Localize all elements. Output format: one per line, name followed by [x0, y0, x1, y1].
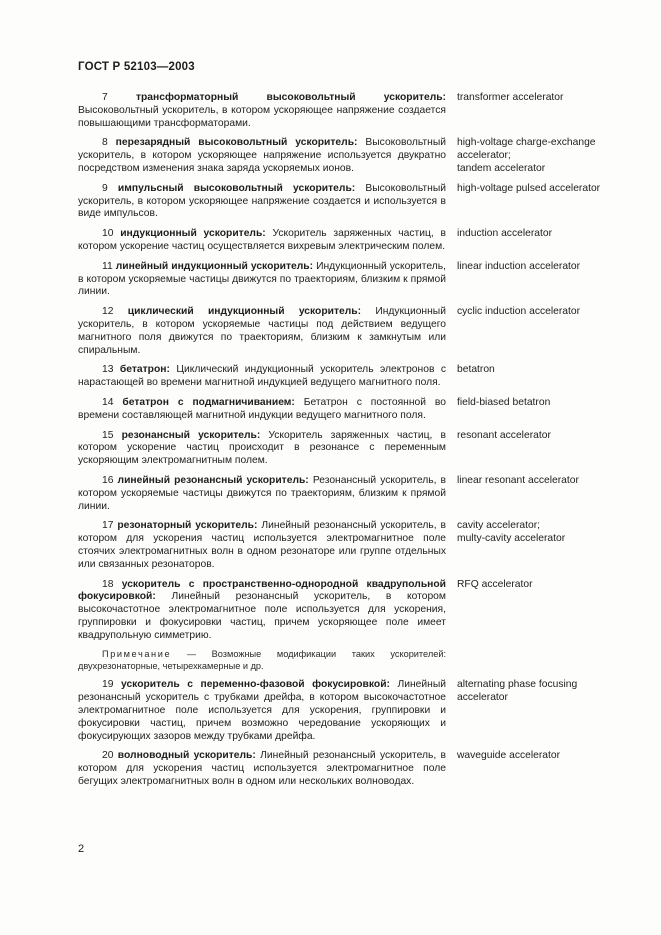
term-english — [457, 137, 622, 175]
term-definition-ru — [78, 475, 446, 513]
term-entry — [78, 579, 618, 643]
term-number: 11 — [102, 260, 113, 272]
term-definition-text: Резонансный ускоритель, в котором ускоряемые частицы движутся по траекториям, близким к прямой линии. — [78, 474, 446, 512]
term-english — [457, 364, 622, 377]
term-english-line: linear resonant accelerator — [457, 474, 579, 486]
term-name: бетатрон: — [119, 364, 170, 376]
term-definition-text: Высоковольтный ускоритель, в котором ускоряющее напряжение создается и используется в виде импульсов. — [78, 182, 446, 220]
term-english — [457, 228, 622, 241]
term-english-line: high-voltage pulsed accelerator — [457, 182, 601, 194]
term-english — [457, 579, 622, 592]
term-name: трансформаторный высоковольтный ускоритель: — [135, 92, 446, 103]
term-name: ускоритель с переменно-фазовой фокусировкой: — [120, 679, 390, 691]
term-name: линейный резонансный ускоритель: — [117, 474, 309, 486]
note — [78, 649, 446, 672]
term-english-line: linear induction accelerator — [457, 260, 581, 272]
term-english-line: multy-cavity accelerator — [457, 533, 566, 545]
term-english-line: induction accelerator — [457, 228, 553, 240]
term-number: 15 — [102, 429, 114, 441]
note-text: Возможные модификации таких ускорителей: двухрезонаторные, четырехкамерные и др. — [78, 649, 446, 671]
term-definition-ru — [78, 137, 446, 175]
term-number: 20 — [102, 750, 114, 762]
term-definition-ru — [78, 228, 446, 254]
term-definition-ru — [78, 430, 446, 468]
term-definition-ru — [78, 520, 446, 571]
term-english — [457, 261, 622, 274]
term-english — [457, 397, 622, 410]
note-dash: — — [186, 649, 197, 660]
term-entry — [78, 183, 618, 221]
term-definition-text: Линейный резонансный ускоритель, в котором высокочастотное электромагнитное поле используется для ускорения, группировки и фокусировки частиц, причем ускоряющее поле имеет квадрупольную симметрию. — [78, 591, 446, 641]
term-entry — [78, 261, 618, 299]
term-entry — [78, 475, 618, 513]
term-english-line: transformer accelerator — [457, 92, 564, 103]
term-definition-text: Индукционный ускоритель, в котором ускоряемые частицы движутся по траекториям, близким к прямой линии. — [78, 260, 446, 298]
term-english-line: alternating phase focusing — [457, 679, 578, 691]
term-definition-text: Линейный резонансный ускоритель, в котором для ускорения частиц используется электромагнитное поле бегущих электромагнитных волн в одном или нескольких волноводах. — [78, 750, 446, 788]
term-english — [457, 475, 622, 488]
term-english-line: tandem accelerator — [457, 162, 546, 174]
term-name: резонаторный ускоритель: — [117, 520, 258, 532]
term-english-line: cavity accelerator; — [457, 520, 540, 532]
term-name: циклический индукционный ускоритель: — [127, 306, 362, 318]
term-number: 8 — [102, 137, 108, 149]
term-entry — [78, 520, 618, 571]
term-english — [457, 430, 622, 443]
term-name: перезарядный высоковольтный ускоритель: — [115, 137, 358, 149]
term-definition-text: Линейный резонансный ускоритель с трубками дрейфа, в котором высокочастотное электромагнитное поле используется для ускорения, группировки и фокусировки частиц, причем возможно чередование ускоряющих и фокусирующих зазоров между трубками дрейфа. — [78, 679, 446, 742]
term-definition-ru — [78, 92, 446, 130]
note-label: Примечание — [102, 649, 172, 660]
term-name: индукционный ускоритель: — [120, 228, 266, 240]
term-definition-text: Высоковольтный ускоритель, в котором ускоряющее напряжение используется двукратно посредством изменения знака заряда ускоряемых ионов. — [78, 137, 446, 174]
term-number: 10 — [102, 228, 114, 240]
term-name: бетатрон с подмагничиванием: — [122, 396, 295, 408]
term-definition-text: Циклический индукционный ускоритель электронов с нарастающей во времени магнитной индукцией ведущего магнитного поля. — [78, 364, 446, 389]
term-entry — [78, 750, 618, 788]
term-number: 13 — [102, 364, 114, 376]
term-english — [457, 679, 622, 705]
term-definition-text: Линейный резонансный ускоритель, в котором для ускорения частиц используется электромагнитное поле стоячих электромагнитных волн в одном резонаторе или группе отдельных или связанных резонаторов. — [78, 520, 446, 570]
term-english — [457, 92, 622, 105]
term-english-line: accelerator — [457, 692, 508, 704]
term-english-line: resonant accelerator — [457, 429, 551, 441]
term-definition-text: Высоковольтный ускоритель, в котором ускоряющее напряжение создается повышающими трансформаторами. — [78, 104, 446, 129]
term-english-line: high-voltage charge-exchange accelerator; — [457, 137, 596, 162]
term-english-line: cyclic induction accelerator — [457, 306, 581, 318]
terms-list — [78, 92, 618, 796]
term-number: 19 — [102, 679, 114, 691]
term-entry — [78, 397, 618, 423]
term-definition-ru — [78, 183, 446, 221]
term-name: ускоритель с пространственно-однородной квадрупольной фокусировкой: — [78, 578, 446, 603]
term-definition-ru — [78, 679, 446, 743]
term-number: 12 — [102, 306, 114, 318]
page-number: 2 — [78, 843, 85, 855]
term-definition-ru — [78, 364, 446, 390]
term-definition-text: Бетатрон с постоянной во времени составляющей магнитной индукции ведущего магнитного поля. — [78, 396, 446, 421]
term-name: линейный индукционный ускоритель: — [115, 260, 314, 272]
term-english-line: waveguide accelerator — [457, 750, 561, 762]
term-entry — [78, 92, 618, 130]
term-number: 18 — [102, 578, 114, 590]
term-definition-ru — [78, 261, 446, 299]
term-definition-text: Ускоритель заряженных частиц, в котором ускорение частиц происходит в резонансе с переменным ускоряющим электромагнитным полем. — [78, 429, 446, 467]
term-english — [457, 750, 622, 763]
term-entry — [78, 430, 618, 468]
term-entry — [78, 137, 618, 175]
term-name: резонансный ускоритель: — [121, 429, 261, 441]
term-entry — [78, 364, 618, 390]
term-definition-text: Индукционный ускоритель, в котором ускоряемые частицы под действием ведущего магнитного поля движутся по траекториям, близким к замкнутым или спиральным. — [78, 306, 446, 356]
term-definition-ru — [78, 397, 446, 423]
term-number: 16 — [102, 474, 114, 486]
term-english — [457, 520, 622, 546]
term-definition-ru — [78, 306, 446, 357]
term-english-line: field-biased betatron — [457, 396, 551, 408]
term-definition-text: Ускоритель заряженных частиц, в котором ускорение частиц осуществляется вихревым электрическим полем. — [78, 228, 446, 252]
term-number: 7 — [102, 92, 108, 103]
term-english — [457, 306, 622, 319]
term-english-line: RFQ accelerator — [457, 578, 533, 590]
term-number: 14 — [102, 396, 114, 408]
term-english — [457, 183, 622, 196]
term-name: импульсный высоковольтный ускоритель: — [117, 182, 356, 194]
term-entry — [78, 306, 618, 357]
term-entry — [78, 679, 618, 743]
term-number: 9 — [102, 182, 108, 194]
term-english-line: betatron — [457, 364, 495, 376]
term-number: 17 — [102, 520, 114, 532]
term-name: волноводный ускоритель: — [117, 750, 256, 762]
term-entry — [78, 228, 618, 254]
term-definition-ru — [78, 579, 446, 643]
term-definition-ru — [78, 750, 446, 788]
document-header: ГОСТ Р 52103—2003 — [78, 61, 195, 73]
